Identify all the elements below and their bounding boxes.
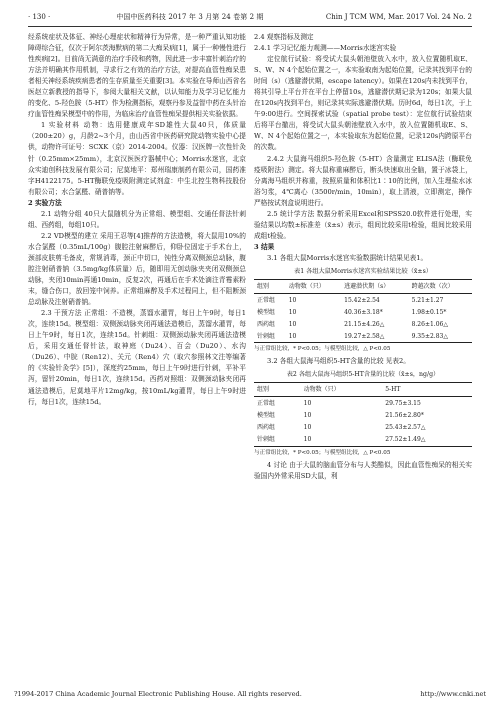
table-header: 组别	[254, 280, 286, 294]
table-header: 逃避潜伏期（s）	[341, 280, 408, 294]
paragraph: 2.2 VD模型的建立 采用王忍等[4]推荐的方法造模，将大鼠用10%的水合氯醛（0.35mL/100g）腹腔注射麻醉后，仰卧位固定于手术台上，颈部皮肤剪毛备皮，常规消毒，颈正中切口，钝性分离双侧颈总动脉，腹腔注射硝普钠（3.5mg/kg体质量）后，随即用无创动脉夹夹闭双侧颈总动脉，夹闭10min再通10min，反复2次，再通后在手术处滴注青霉素粉末，缝合伤口，放回笼中饲养。正常组麻醉及手术过程同上，但不阻断颈总动脉及注射硝普钠。	[28, 231, 246, 307]
table-cell: 5.21±1.27	[411, 296, 444, 304]
table-row	[254, 434, 472, 447]
subsection-heading: 2.4 观察指标及测定	[254, 33, 314, 41]
table-note: 与正常组比较，* P<0.05；与模型组比较，△ P<0.05	[254, 346, 391, 353]
table-row	[254, 306, 472, 318]
table-cell: 针刺组	[254, 330, 286, 343]
paragraph: 2.4.2 大鼠海马组织5-羟色胺（5-HT）含量测定 ELISA法（酶联免疫吸附法）测定。将大鼠称重麻醉后，断头快速取出全脑，置于冰袋上，分离海马组织并称重，按照质量和体积比1∶10的比例，加入生理盐水冰浴匀浆，4℃离心（3500r/min，10min），取上清液，立即测定，操作严格按试剂盒说明进行。	[254, 154, 472, 207]
table-row	[254, 294, 472, 307]
table-header: 动物数（只）	[286, 280, 341, 294]
table-cell: 正常组	[257, 296, 276, 304]
table-header: 组别	[254, 383, 301, 397]
table-row	[254, 318, 472, 330]
header-rule	[28, 26, 472, 27]
table-1	[254, 266, 472, 343]
table-cell: 25.43±2.57△	[385, 424, 426, 431]
paragraph: 2.3 干预方法 正常组：不造模，蒸馏水灌胃，每日上午9时，每日1次，连续15d。模型组：双侧颈动脉夹闭再通法造模后，蒸馏水灌胃，每日上午9时，每日1次，连续15d。针刺组：双侧颈动脉夹闭再通法造模后，采用交通任督针法，取神庭（Du24）、百会（Du20）、水沟（Du26）、中脘（Ren12）、关元（Ren4）穴（取穴参照林文注等编著的《实验针灸学》[5]），深度约25mm，每日上午9时进行针刺，平补平泻，留针20min，每日1次，连续15d。西药对照组：双侧颈动脉夹闭再通法造模后，尼莫地平片12mg/kg，按10mL/kg灌胃，每日上午9时进行，每日1次，连续15d。	[28, 309, 246, 406]
table-2	[254, 369, 472, 446]
copyright-text: ?1994-2017 China Academic Journal Electronic Publishing House. All rights reserved.	[14, 690, 302, 698]
table-cell: 正常组	[257, 399, 276, 407]
table-cell: 10	[303, 411, 312, 419]
journal-title-en: Chin J TCM WM, Mar. 2017 Vol. 24 No. 2	[325, 13, 472, 21]
paragraph: 2.1 动物分组 40只大鼠随机分为正常组、模型组、交通任督法针刺组、西药组，每组10只。	[28, 209, 246, 229]
table-cell: 21.56±2.80*	[385, 411, 424, 419]
table-cell: 10	[301, 434, 383, 447]
left-column	[28, 32, 246, 408]
subsection-heading: 2.4.1 学习记忆能力观测——Morris水迷宫实验	[254, 44, 397, 53]
page-footer	[14, 690, 486, 698]
table-cell: 10	[288, 308, 297, 316]
table-cell: 27.52±1.49△	[382, 434, 472, 447]
paragraph: 1 实验材料 动物：选用健康成年SD雄性大鼠40只，体质量（200±20）g，月龄2~3个月，由山西省中医药研究院动物实验中心提供，动物许可证号：SCXK（京）2014-2004。仪器：汉医牌一次性针灸针（0.25mm×25mm），北京汉医医疗器械中心；Morris水迷宫，北京众实迪创科技发展有限公司；尼莫地平：郑州瑞康制药有限公司，国药准字H4122175。5-HT酶联免疫吸附测定试剂盒：中生北控生物科技股份有限公司；水合氯醛、硝普钠等。	[28, 121, 246, 196]
table-cell: 10	[303, 399, 312, 407]
page-number: · 130 ·	[28, 13, 51, 21]
right-column	[254, 32, 472, 482]
table-header: 动物数（只）	[301, 383, 383, 397]
table-cell: 模型组	[257, 411, 276, 419]
journal-title: 中国中医药科技 2017 年 3 月第 24 卷第 2 期	[116, 13, 264, 21]
table-cell: 29.75±3.15	[385, 399, 421, 407]
table-row	[254, 422, 472, 434]
table-caption: 表2 各组大鼠海马组织5-HT含量的比较（x̄±s，ng/g）	[286, 371, 440, 379]
footer-url[interactable]: http://www.cnki.net	[420, 690, 486, 698]
paragraph: 2.5 统计学方法 数据分析采用Excel和SPSS20.0软件进行处理，实验结果以均数±标准差（x̄±s）表示，组间比较采用t检验，组间比较采用成组t检验。	[254, 209, 472, 240]
running-header	[28, 9, 472, 25]
paragraph: 经系统症状及体征、神经心理症状和精神行为异常，是一种严重认知功能障碍综合征，仅次于阿尔茨海默病的第二大痴呆病[1]，属于一种慢性进行性疾病[2]。目前尚无满意的治疗手段和药物，因此进一步丰富针刺治疗的方法并明确其作用机制，寻求行之有效的治疗方法，对提高血管性痴呆患者相关神经系统疾病患者的生存质量至关重要[3]。本实验在导师山西省名医赵立新教授的指导下，参阅大量相关文献，以认知能力及学习记忆能力的变化、5-羟色胺（5-HT）作为检测指标，观察丹参及益智中药在头针治疗血管性痴呆模型中的作用，为临床治疗血管性痴呆提供相关实验依据。	[28, 33, 246, 119]
table-cell: 10	[303, 424, 312, 431]
table-cell: 西药组	[257, 320, 276, 328]
table-note: 与正常组比较，* P<0.05；与模型组比较，△ P<0.05	[254, 449, 391, 456]
table-header: 跨越次数（次）	[409, 280, 472, 294]
section-heading: 3 结果	[254, 242, 275, 251]
paragraph: 3.2 各组大鼠海马组织5-HT含量的比较 见表2。	[267, 357, 410, 366]
table-cell: 模型组	[257, 308, 276, 316]
table-cell: 40.36±3.18*	[344, 308, 383, 316]
table-cell: 8.26±1.06△	[411, 320, 448, 328]
section-heading: 2 实验方法	[28, 198, 62, 207]
paragraph: 4 讨论 由于大鼠的脑血管分布与人类酷似，因此血管性痴呆的相关实验国内外常采用SD大鼠，利	[254, 460, 472, 480]
paragraph: 3.1 各组大鼠Morris水迷宫实验数据统计结果见表1。	[267, 253, 428, 262]
table-cell: 10	[286, 330, 341, 343]
table-cell: 9.35±2.83△	[409, 330, 472, 343]
table-cell: 10	[288, 320, 297, 328]
paragraph: 定位航行试验：将受试大鼠头朝池壁放入水中，放入位置随机取E、S、W、N 4个起始位置之一，本实验取南为起始位置，记录其找到平台的时间（s）（逃避潜伏期，escape latency）。如果在120s内未找到平台，将其引导上平台并在平台上停留10s，逃避潜伏期记录为120s；如果大鼠在120s内找到平台，则记录其实际逃避潜伏期。历时6d，每日1次，于上午9:00进行。空间探索试验（spatial probe test）：定位航行试验结束后将平台撤出，将受试大鼠头朝池壁放入水中，放入位置随机取E、S、W、N 4个起始位置之一，本实验取东为起始位置，记录120s内跨原平台的次数。	[254, 55, 472, 152]
table-caption: 表1 各组大鼠Morris水迷宫实验结果比较（x̄±s）	[294, 267, 432, 275]
table-row	[254, 330, 472, 343]
table-cell: 针刺组	[254, 434, 301, 447]
table-row	[254, 409, 472, 421]
table-cell: 15.42±2.54	[344, 296, 380, 304]
table-cell: 1.98±0.15*	[411, 308, 447, 316]
table-cell: 10	[288, 296, 297, 304]
table-cell: 西药组	[257, 424, 276, 431]
table-cell: 21.15±4.26△	[344, 320, 385, 328]
table-cell: 19.27±2.58△	[341, 330, 408, 343]
table-row	[254, 397, 472, 410]
table-header: 5-HT	[382, 383, 472, 397]
